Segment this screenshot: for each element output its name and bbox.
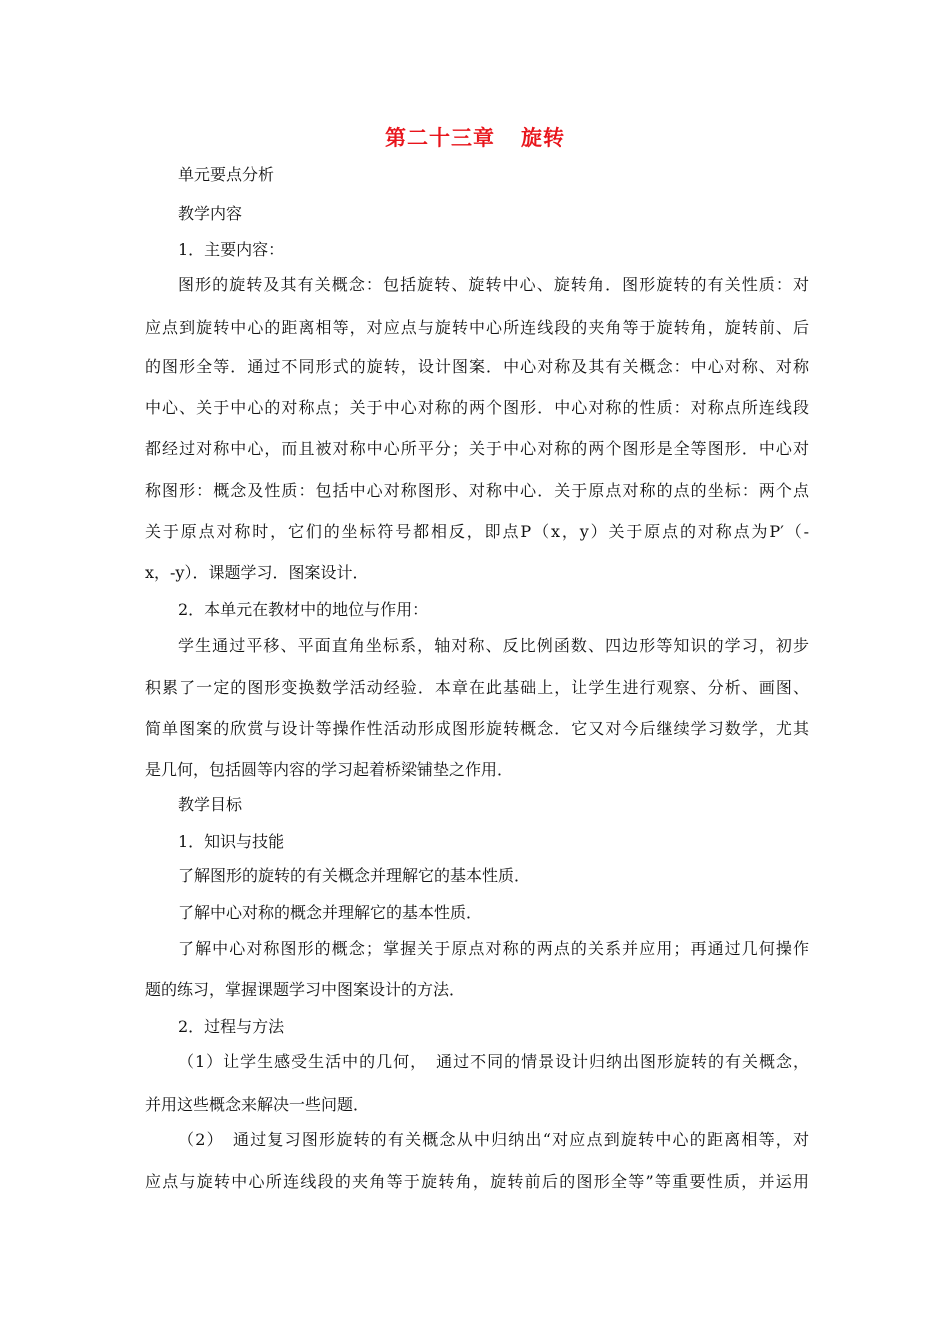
paragraph-line: 应点到旋转中心的距离相等，对应点与旋转中心所连线段的夹角等于旋转角，旋转前、后 bbox=[145, 318, 809, 337]
list-item: 1．知识与技能 bbox=[178, 832, 285, 851]
list-item: 1．主要内容： bbox=[178, 240, 285, 259]
paragraph-line: 关于原点对称时，它们的坐标符号都相反，即点P（x，y）关于原点的对称点为P′（- bbox=[145, 522, 809, 541]
paragraph-line: 了解中心对称的概念并理解它的基本性质． bbox=[178, 903, 483, 922]
paragraph-line: （1）让学生感受生活中的几何， 通过不同的情景设计归纳出图形旋转的有关概念， bbox=[178, 1052, 809, 1071]
paragraph-line: （2） 通过复习图形旋转的有关概念从中归纳出“对应点到旋转中心的距离相等，对 bbox=[178, 1130, 809, 1149]
chapter-title bbox=[0, 122, 950, 152]
section-heading: 单元要点分析 bbox=[178, 165, 275, 184]
paragraph-line: 积累了一定的图形变换数学活动经验．本章在此基础上，让学生进行观察、分析、画图、 bbox=[145, 678, 809, 697]
paragraph-line: 称图形：概念及性质：包括中心对称图形、对称中心．关于原点对称的点的坐标：两个点 bbox=[145, 481, 809, 500]
paragraph-line: 中心、关于中心的对称点；关于中心对称的两个图形．中心对称的性质：对称点所连线段 bbox=[145, 398, 809, 417]
subsection-heading: 教学目标 bbox=[178, 795, 243, 814]
paragraph-line: 都经过对称中心，而且被对称中心所平分；关于中心对称的两个图形是全等图形．中心对 bbox=[145, 439, 809, 458]
subsection-heading: 教学内容 bbox=[178, 204, 243, 223]
paragraph-line: 并用这些概念来解决一些问题． bbox=[145, 1095, 370, 1114]
paragraph-line: 简单图案的欣赏与设计等操作性活动形成图形旋转概念．它又对今后继续学习数学，尤其 bbox=[145, 719, 809, 738]
list-item: 2．本单元在教材中的地位与作用： bbox=[178, 600, 429, 619]
paragraph-line: 的图形全等．通过不同形式的旋转，设计图案．中心对称及其有关概念：中心对称、对称 bbox=[145, 357, 809, 376]
paragraph-line: 图形的旋转及其有关概念：包括旋转、旋转中心、旋转角．图形旋转的有关性质：对 bbox=[178, 275, 809, 294]
paragraph-line: 了解中心对称图形的概念；掌握关于原点对称的两点的关系并应用；再通过几何操作 bbox=[178, 939, 809, 958]
paragraph-line: 题的练习，掌握课题学习中图案设计的方法． bbox=[145, 980, 466, 999]
paragraph-line: x，-y）．课题学习．图案设计． bbox=[145, 563, 369, 582]
chapter-title-topic: 旋转 bbox=[521, 126, 565, 150]
paragraph-line: 学生通过平移、平面直角坐标系，轴对称、反比例函数、四边形等知识的学习，初步 bbox=[178, 636, 809, 655]
chapter-title-number: 第二十三章 bbox=[385, 126, 495, 150]
paragraph-line: 了解图形的旋转的有关概念并理解它的基本性质． bbox=[178, 866, 531, 885]
paragraph-line: 应点与旋转中心所连线段的夹角等于旋转角，旋转前后的图形全等”等重要性质，并运用 bbox=[145, 1172, 809, 1191]
list-item: 2．过程与方法 bbox=[178, 1017, 285, 1036]
paragraph-line: 是几何，包括圆等内容的学习起着桥梁铺垫之作用． bbox=[145, 760, 514, 779]
